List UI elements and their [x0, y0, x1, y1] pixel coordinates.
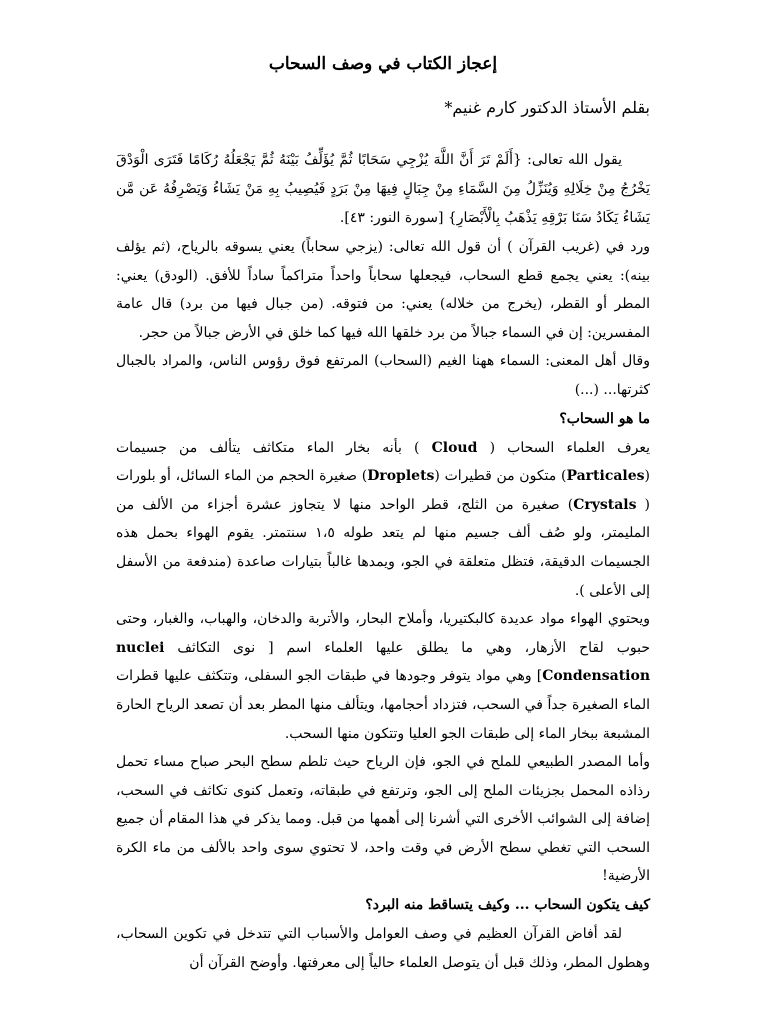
text-segment: ) صغيرة الحجم من الماء السائل، أو بلورات ( — [116, 468, 651, 513]
text-segment: ) بأنه بخار الماء متكاثف يتألف من جسيمات ( — [116, 439, 650, 485]
paragraph-condensation-nuclei — [116, 605, 650, 748]
term-nuclei-condensation: nuclei Condensation — [116, 639, 650, 685]
heading-what-is-cloud: ما هو السحاب؟ — [559, 410, 650, 427]
paragraph-gharib-quran: ورد في (غريب القرآن ) أن قول الله تعالى: (يزجي سحاباً) يعني يسوقه بالرياح، (ثم يؤلف بينه): يعني يجمع قطع السحاب، فيجعلها سحاباً واحداً متراكماً ساداً للأفق. (الودق) يعني: المطر أو القطر، (يخرج من خلاله) يعني: من فتوقه. (من جبال فيها من برد) قال عامة المفسرين: إن في السماء جبالاً من برد خلقها الله فيها كما خلق في الأرض جبالاً من حجر. — [116, 239, 650, 341]
paragraph-quran-description: لقد أفاض القرآن العظيم في وصف العوامل والأسباب التي تتدخل في تكوين السحاب، وهطول المطر، وذلك قبل أن يتوصل العلماء حالياً إلى معرفتها. وأوضح القرآن أن — [116, 926, 650, 971]
page-title: إعجاز الكتاب في وصف السحاب — [268, 54, 498, 74]
paragraph-salt-source: وأما المصدر الطبيعي للملح في الجو، فإن الرياح حيث تلطم سطح البحر صباح مساء تحمل رذاذه المحمل بجزيئات الملح إلى الجو، وترتفع في طبقاته، وتعمل كنوى تكاثف في السحب، إضافة إلى الشوائب الأخرى التي أشرنا إلى أهمها من قبل. ومما يذكر في هذا المقام أن جميع السحب التي تغطي سطح الأرض في وقت واحد، لا تحتوي سوى واحد بالألف من ماء الكرة الأرضية! — [116, 754, 650, 885]
text-segment: ويحتوي الهواء مواد عديدة كالبكتيريا، وأملاح البحار، والأتربة والدخان، والهباب، والغبار، وحتى حبوب لقاح الأزهار، وهي ما يطلق عليها العلماء اسم [ نوى التكاثف — [116, 611, 650, 656]
term-droplets: Droplets — [367, 468, 435, 485]
term-crystals: Crystals — [573, 496, 637, 513]
heading-how-cloud-forms: كيف يتكون السحاب ... وكيف يتساقط منه البرد؟ — [365, 897, 650, 914]
paragraph-cloud-definition — [116, 434, 650, 606]
text-segment: يعرف العلماء السحاب ( — [489, 439, 650, 456]
term-particales: Particales — [566, 468, 645, 485]
author-line: بقلم الأستاذ الدكتور كارم غنيم* — [444, 98, 650, 117]
term-cloud: Cloud — [431, 439, 478, 456]
paragraph-ahl-almaana: وقال أهل المعنى: السماء ههنا الغيم (السحاب) المرتفع فوق رؤوس الناس، والمراد بالجبال كثرتها... (...) — [116, 353, 650, 398]
text-segment: ) صغيرة من الثلج، قطر الواحد منها لا يتجاوز عشرة أجزاء من الألف من المليمتر، ولو صُف ألف جسيم منها لم يتعد طوله ١،٥ سنتمتر. يقوم الهواء بحمل هذه الجسيمات الدقيقة، فتظل متعلقة في الجو، ويمدها غالباً بتيارات صاعدة (مندفعة من الأسفل إلى الأعلى ). — [116, 496, 651, 599]
text-segment: ) متكون من قطيرات ( — [434, 468, 567, 485]
paragraph-quran-verse: يقول الله تعالى: {أَلَمْ تَرَ أَنَّ اللَّهَ يُزْجِي سَحَابًا ثُمَّ يُؤَلِّفُ بَيْنَهُ ثُمَّ يَجْعَلُهُ رُكَامًا فَتَرَى الْوَدْقَ يَخْرُجُ مِنْ خِلَالِهِ وَيُنَزِّلُ مِنَ السَّمَاءِ مِنْ جِبَالٍ فِيهَا مِنْ بَرَدٍ فَيُصِيبُ بِهِ مَنْ يَشَاءُ وَيَصْرِفُهُ عَن مَّن يَشَاءُ يَكَادُ سَنَا بَرْقِهِ يَذْهَبُ بِالْأَبْصَارِ} [سورة النور: ٤٣]. — [116, 152, 650, 226]
text-segment: ] وهي مواد يتوفر وجودها في طبقات الجو السفلى، وتتكثف عليها قطرات الماء الصغيرة جداً في السحب، فتزداد أحجامها، ويتألف منها المطر بعد أن تصعد الرياح الحارة المشبعة ببخار الماء إلى طبقات الجو العليا وتتكون منها السحب. — [116, 668, 650, 742]
